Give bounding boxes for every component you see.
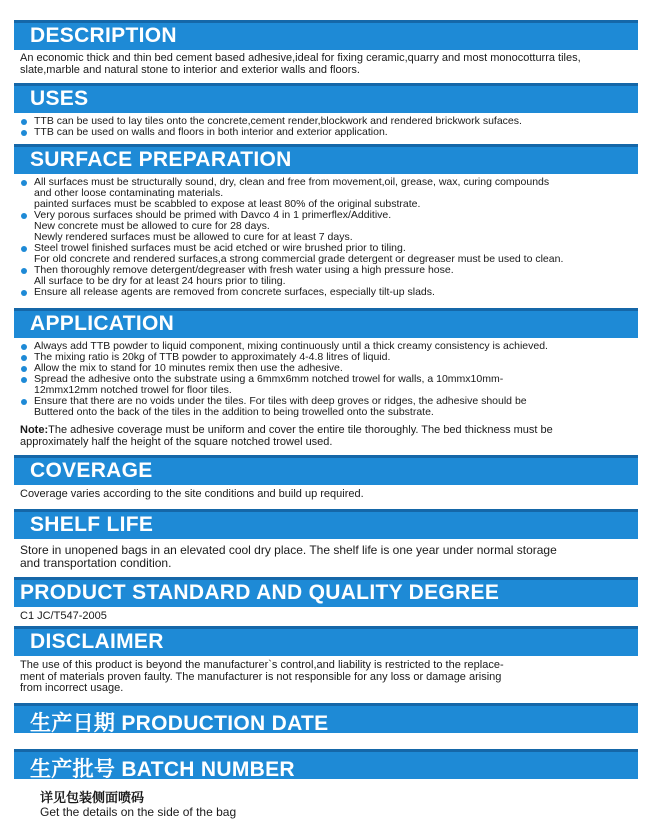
list-item (20, 127, 644, 138)
list-item (20, 243, 644, 254)
note-text: The adhesive coverage must be uniform and cover the entire tile thoroughly. The bed thickness must be (48, 424, 553, 436)
list-item (20, 210, 644, 221)
list-item (20, 374, 644, 385)
application-note (20, 425, 644, 448)
list-item-text: Ensure all release agents are removed from concrete surfaces, especially tilt-up slads. (34, 286, 435, 298)
footer-chinese-text: 详见包装侧面喷码 (40, 790, 145, 805)
bullet-icon (21, 355, 27, 361)
bullet-icon (21, 290, 27, 296)
list-item-text: Very porous surfaces should be primed with Davco 4 in 1 primerflex/Additive. (34, 209, 392, 221)
list-item-continuation: All surface to be dry for at least 24 hours prior to tiling. (34, 275, 286, 287)
section-header-shelf-life (14, 509, 638, 539)
text-line: from incorrect usage. (20, 682, 124, 694)
text-line: The use of this product is beyond the manufacturer`s control,and liability is restricted to the replace- (20, 659, 504, 671)
text-line: Store in unopened bags in an elevated cool dry place. The shelf life is one year under normal storage (20, 543, 557, 557)
list-item-continuation: Newly rendered surfaces must be allowed to cure for at least 7 days. (34, 231, 353, 243)
bullet-icon (21, 366, 27, 372)
note-label: Note: (20, 424, 49, 436)
section-header-coverage (14, 455, 638, 485)
section-title: PRODUCT STANDARD AND QUALITY DEGREE (20, 581, 500, 604)
section-header-description (14, 20, 638, 50)
bullet-icon (21, 377, 27, 383)
list-item (20, 265, 644, 276)
uses-list (20, 116, 644, 138)
list-item (20, 287, 644, 298)
section-header-disclaimer (14, 626, 638, 656)
list-item (20, 396, 644, 407)
list-item-text: TTB can be used to lay tiles onto the concrete,cement render,blockwork and rendered brickwork sufaces. (34, 115, 522, 127)
list-item-text: Always add TTB powder to liquid component, mixing continuously until a thick creamy consistency is achieved. (34, 340, 548, 352)
application-list (20, 341, 644, 418)
section-title: APPLICATION (30, 312, 175, 335)
footer-english-text: Get the details on the side of the bag (40, 805, 237, 819)
section-title: DISCLAIMER (30, 630, 164, 653)
list-item-continuation: and other loose contaminating materials. (34, 187, 224, 199)
section-header-product-standard (14, 577, 638, 607)
shelf-life-text (20, 544, 644, 570)
list-item-continuation: 12mmx12mm notched trowel for floor tiles. (34, 384, 232, 396)
bullet-icon (21, 268, 27, 274)
text-line: slate,marble and natural stone to interior and exterior walls and floors. (20, 63, 360, 76)
text-line: An economic thick and thin bed cement based adhesive,ideal for fixing ceramic,quarry and most monocotturra tiles, (20, 52, 581, 64)
description-text (20, 53, 644, 76)
section-title: SHELF LIFE (30, 513, 154, 536)
list-item-text: TTB can be used on walls and floors in both interior and exterior application. (34, 126, 388, 138)
list-item-text: All surfaces must be structurally sound, dry, clean and free from movement,oil, grease, wax, curing compounds (34, 176, 550, 188)
note-text: approximately half the height of the square notched trowel used. (20, 435, 333, 448)
list-item-continuation: New concrete must be allowed to cure for 28 days. (34, 220, 270, 232)
bullet-icon (21, 180, 27, 186)
standard-text: C1 JC/T547-2005 (20, 610, 107, 622)
list-item (20, 177, 644, 188)
bullet-icon (21, 246, 27, 252)
section-title: DESCRIPTION (30, 24, 177, 47)
section-header-uses (14, 83, 638, 113)
bullet-icon (21, 344, 27, 350)
section-title: 生产批号 BATCH NUMBER (30, 758, 295, 781)
coverage-text: Coverage varies according to the site conditions and build up required. (20, 488, 364, 500)
section-title: COVERAGE (30, 459, 153, 482)
disclaimer-text (20, 660, 644, 695)
list-item-text: Allow the mix to stand for 10 minutes remix then use the adhesive. (34, 362, 343, 374)
list-item-continuation: painted surfaces must be scabbled to expose at least 80% of the original substrate. (34, 198, 421, 210)
section-title: 生产日期 PRODUCTION DATE (30, 712, 329, 735)
section-title: USES (30, 87, 89, 110)
surface-preparation-list (20, 177, 644, 298)
section-header-surface-preparation (14, 144, 638, 174)
section-header-batch-number (14, 749, 638, 779)
note-line (20, 425, 644, 437)
section-header-application (14, 308, 638, 338)
bullet-icon (21, 399, 27, 405)
list-item-continuation: For old concrete and rendered surfaces,a strong commercial grade detergent or degreaser must be used to clean. (34, 253, 564, 265)
list-item-text: Ensure that there are no voids under the tiles. For tiles with deep groves or ridges, the adhesive should be (34, 395, 527, 407)
section-title: SURFACE PREPARATION (30, 148, 292, 171)
list-item-text: The mixing ratio is 20kg of TTB powder to approximately 4-4.8 litres of liquid. (34, 351, 391, 363)
bullet-icon (21, 130, 27, 136)
bullet-icon (21, 213, 27, 219)
list-item-continuation: Buttered onto the back of the tiles in the addition to being trowelled onto the substrate. (34, 406, 434, 418)
list-item-text: Spread the adhesive onto the substrate using a 6mmx6mm notched trowel for walls, a 10mmx10mm- (34, 373, 504, 385)
text-line: ment of materials proven faulty. The manufacturer is not responsible for any loss or damage arising (20, 670, 502, 683)
section-header-production-date (14, 703, 638, 733)
text-line: and transportation condition. (20, 556, 172, 570)
bullet-icon (21, 119, 27, 125)
list-item-text: Then thoroughly remove detergent/degreaser with fresh water using a high pressure hose. (34, 264, 454, 276)
list-item-text: Steel trowel finished surfaces must be acid etched or wire brushed prior to tiling. (34, 242, 406, 254)
